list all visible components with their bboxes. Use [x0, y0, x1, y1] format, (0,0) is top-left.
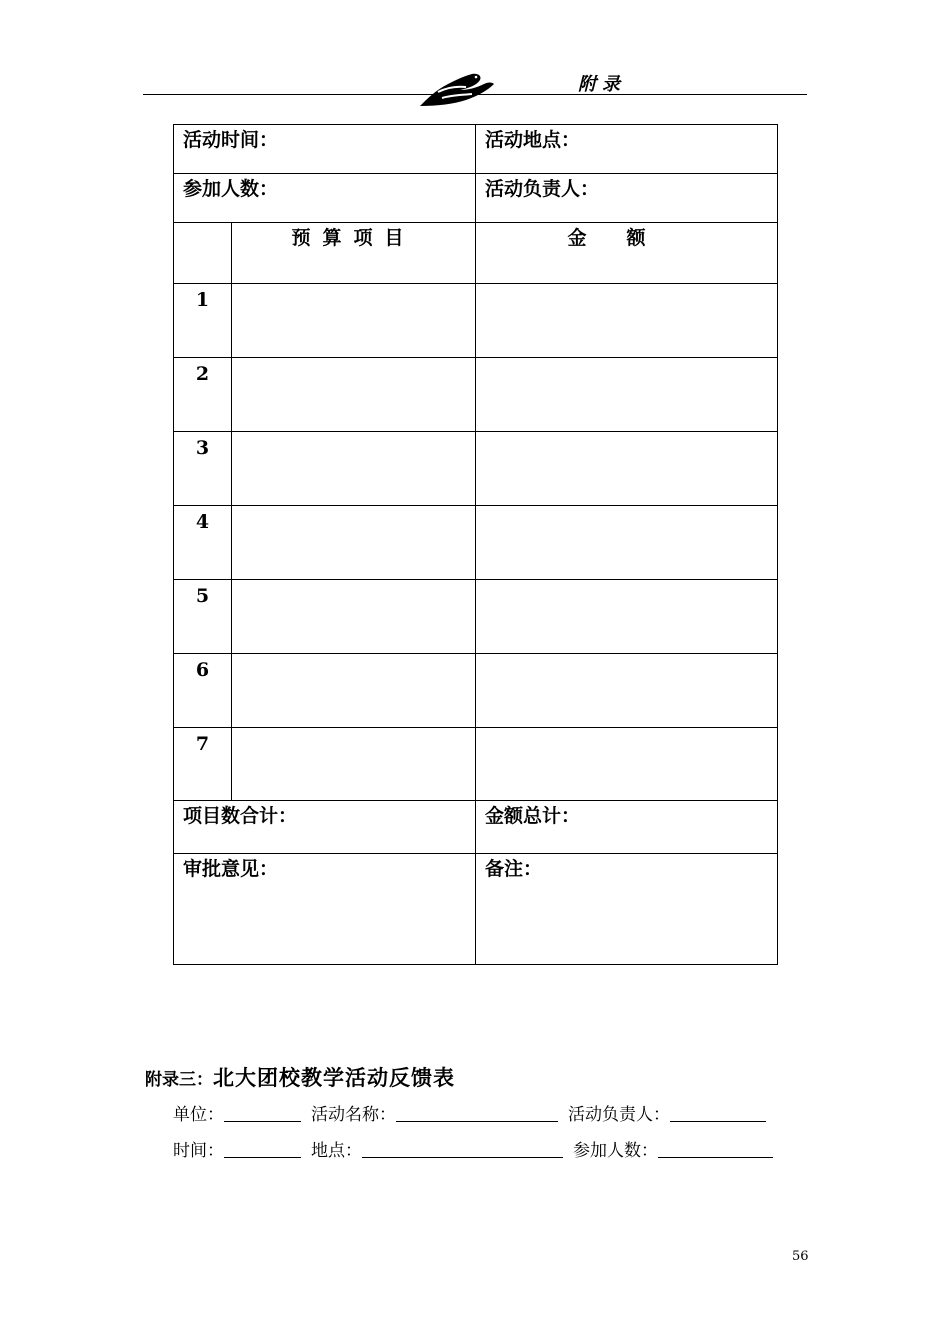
place-field[interactable] [362, 1139, 563, 1158]
activity-name-field[interactable] [396, 1103, 558, 1122]
budget-item-cell[interactable] [232, 432, 476, 506]
row-number: 6 [174, 654, 232, 728]
amount-total-label: 金额总计： [485, 805, 581, 827]
amount-cell[interactable] [476, 654, 778, 728]
feedback-leader-label: 活动负责人： [568, 1105, 670, 1125]
activity-location-cell[interactable] [476, 125, 778, 174]
feedback-participants-label: 参加人数： [573, 1141, 658, 1161]
feedback-row-1 [173, 1100, 766, 1124]
leader-cell[interactable] [476, 174, 778, 223]
remarks-label: 备注： [485, 858, 543, 880]
amount-cell[interactable] [476, 506, 778, 580]
remarks-cell[interactable] [476, 854, 778, 965]
place-label: 地点： [311, 1141, 362, 1161]
flying-bird-logo-icon [418, 68, 496, 110]
leader-label: 活动负责人： [485, 178, 600, 200]
item-total-label: 项目数合计： [183, 805, 298, 827]
budget-item-cell[interactable] [232, 358, 476, 432]
budget-item-cell[interactable] [232, 654, 476, 728]
feedback-leader-field[interactable] [670, 1103, 766, 1122]
time-label: 时间： [173, 1141, 224, 1161]
activity-location-label: 活动地点： [485, 129, 581, 151]
header-title: 附录 [578, 74, 626, 95]
amount-total-cell[interactable] [476, 801, 778, 854]
appendix-three-heading [145, 1062, 455, 1092]
feedback-participants-field[interactable] [658, 1139, 773, 1158]
row-number: 1 [174, 284, 232, 358]
appendix-three-title: 北大团校教学活动反馈表 [213, 1065, 455, 1090]
approval-cell[interactable] [174, 854, 476, 965]
approval-label: 审批意见： [183, 858, 279, 880]
time-field[interactable] [224, 1139, 301, 1158]
unit-field[interactable] [224, 1103, 301, 1122]
row-number: 7 [174, 728, 232, 801]
participants-cell[interactable] [174, 174, 476, 223]
row-number: 5 [174, 580, 232, 654]
amount-header [476, 223, 778, 284]
amount-cell[interactable] [476, 358, 778, 432]
header-index-cell [174, 223, 232, 284]
participants-label: 参加人数： [183, 178, 279, 200]
unit-label: 单位： [173, 1105, 224, 1125]
budget-item-cell[interactable] [232, 506, 476, 580]
row-number: 3 [174, 432, 232, 506]
budget-items-header-label: 预算项目 [291, 227, 416, 249]
amount-cell[interactable] [476, 432, 778, 506]
row-number: 4 [174, 506, 232, 580]
activity-name-label: 活动名称： [311, 1105, 396, 1125]
activity-time-cell[interactable] [174, 125, 476, 174]
row-number: 2 [174, 358, 232, 432]
amount-cell[interactable] [476, 728, 778, 801]
budget-items-header [232, 223, 476, 284]
item-total-cell[interactable] [174, 801, 476, 854]
appendix-three-prefix: 附录三： [145, 1070, 213, 1090]
amount-cell[interactable] [476, 284, 778, 358]
budget-item-cell[interactable] [232, 580, 476, 654]
budget-item-cell[interactable] [232, 728, 476, 801]
activity-time-label: 活动时间： [183, 129, 279, 151]
feedback-row-2 [173, 1136, 773, 1160]
budget-item-cell[interactable] [232, 284, 476, 358]
amount-header-label: 金额 [567, 227, 686, 249]
page-number: 56 [792, 1249, 809, 1264]
amount-cell[interactable] [476, 580, 778, 654]
budget-table [173, 124, 778, 965]
